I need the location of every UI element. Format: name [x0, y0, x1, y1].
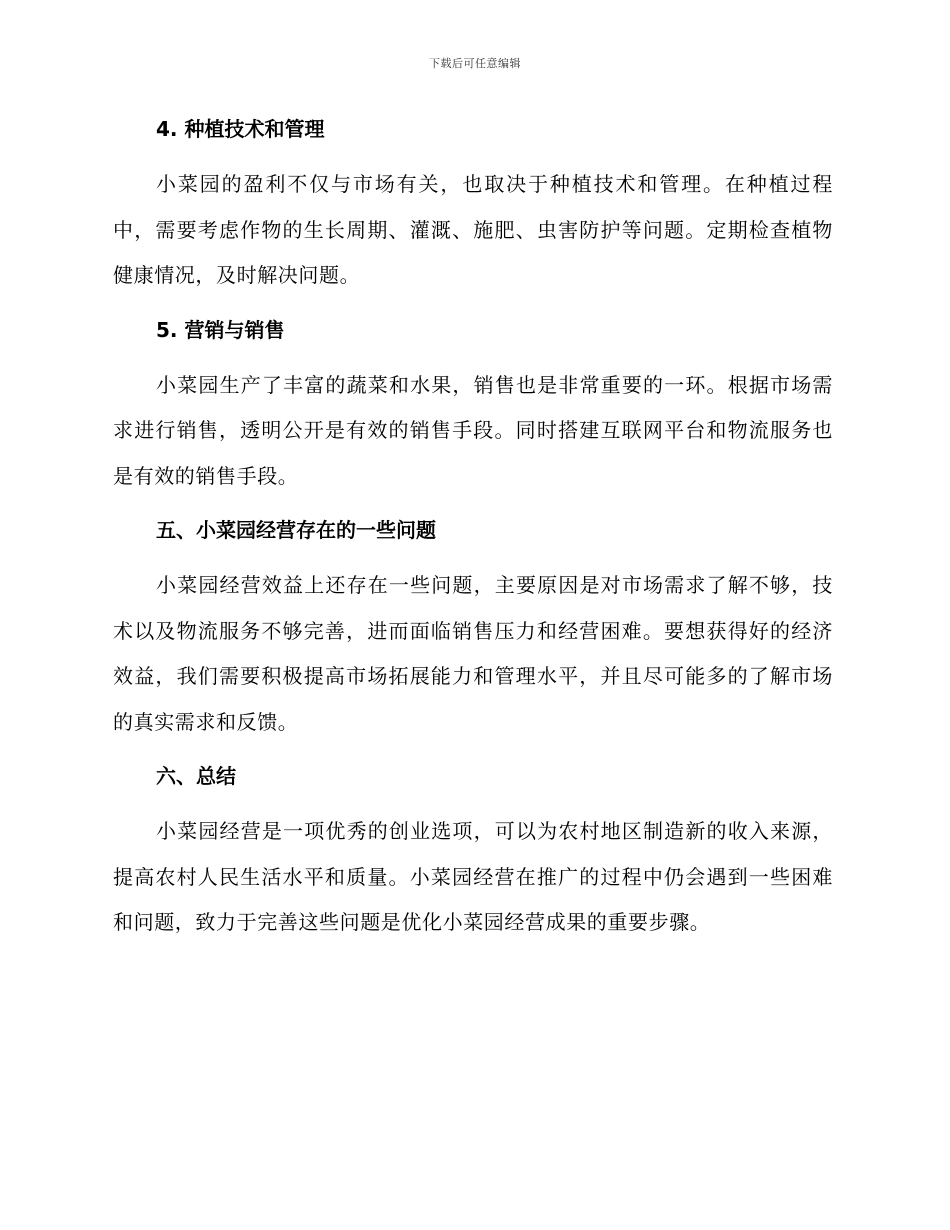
section-paragraph: 小菜园经营效益上还存在一些问题，主要原因是对市场需求了解不够，技术以及物流服务不够完善，进而面临销售压力和经营困难。要想获得好的经济效益，我们需要积极提高市场拓展能力和管理水平，并且尽可能多的了解市场的真实需求和反馈。: [113, 573, 833, 734]
section-heading: 五、小菜园经营存在的一些问题: [156, 518, 436, 542]
section-paragraph: 小菜园经营是一项优秀的创业选项，可以为农村地区制造新的收入来源，提高农村人民生活水平和质量。小菜园经营在推广的过程中仍会遇到一些困难和问题，致力于完善这些问题是优化小菜园经营成果的重要步骤。: [113, 819, 833, 934]
section-paragraph: 小菜园的盈利不仅与市场有关，也取决于种植技术和管理。在种植过程中，需要考虑作物的生长周期、灌溉、施肥、虫害防护等问题。定期检查植物健康情况，及时解决问题。: [113, 172, 833, 287]
section-summary: [113, 759, 833, 946]
page-header: 下载后可任意编辑: [429, 57, 521, 70]
document-body: [113, 112, 833, 946]
section-heading: 4. 种植技术和管理: [156, 117, 325, 141]
section-problems: [113, 513, 833, 759]
section-paragraph: 小菜园生产了丰富的蔬菜和水果，销售也是非常重要的一环。根据市场需求进行销售，透明公开是有效的销售手段。同时搭建互联网平台和物流服务也是有效的销售手段。: [113, 372, 833, 488]
section-heading: 5. 营销与销售: [156, 317, 285, 342]
section-planting-management: [113, 112, 833, 313]
section-marketing-sales: [113, 313, 833, 514]
section-heading: 六、总结: [156, 764, 236, 788]
